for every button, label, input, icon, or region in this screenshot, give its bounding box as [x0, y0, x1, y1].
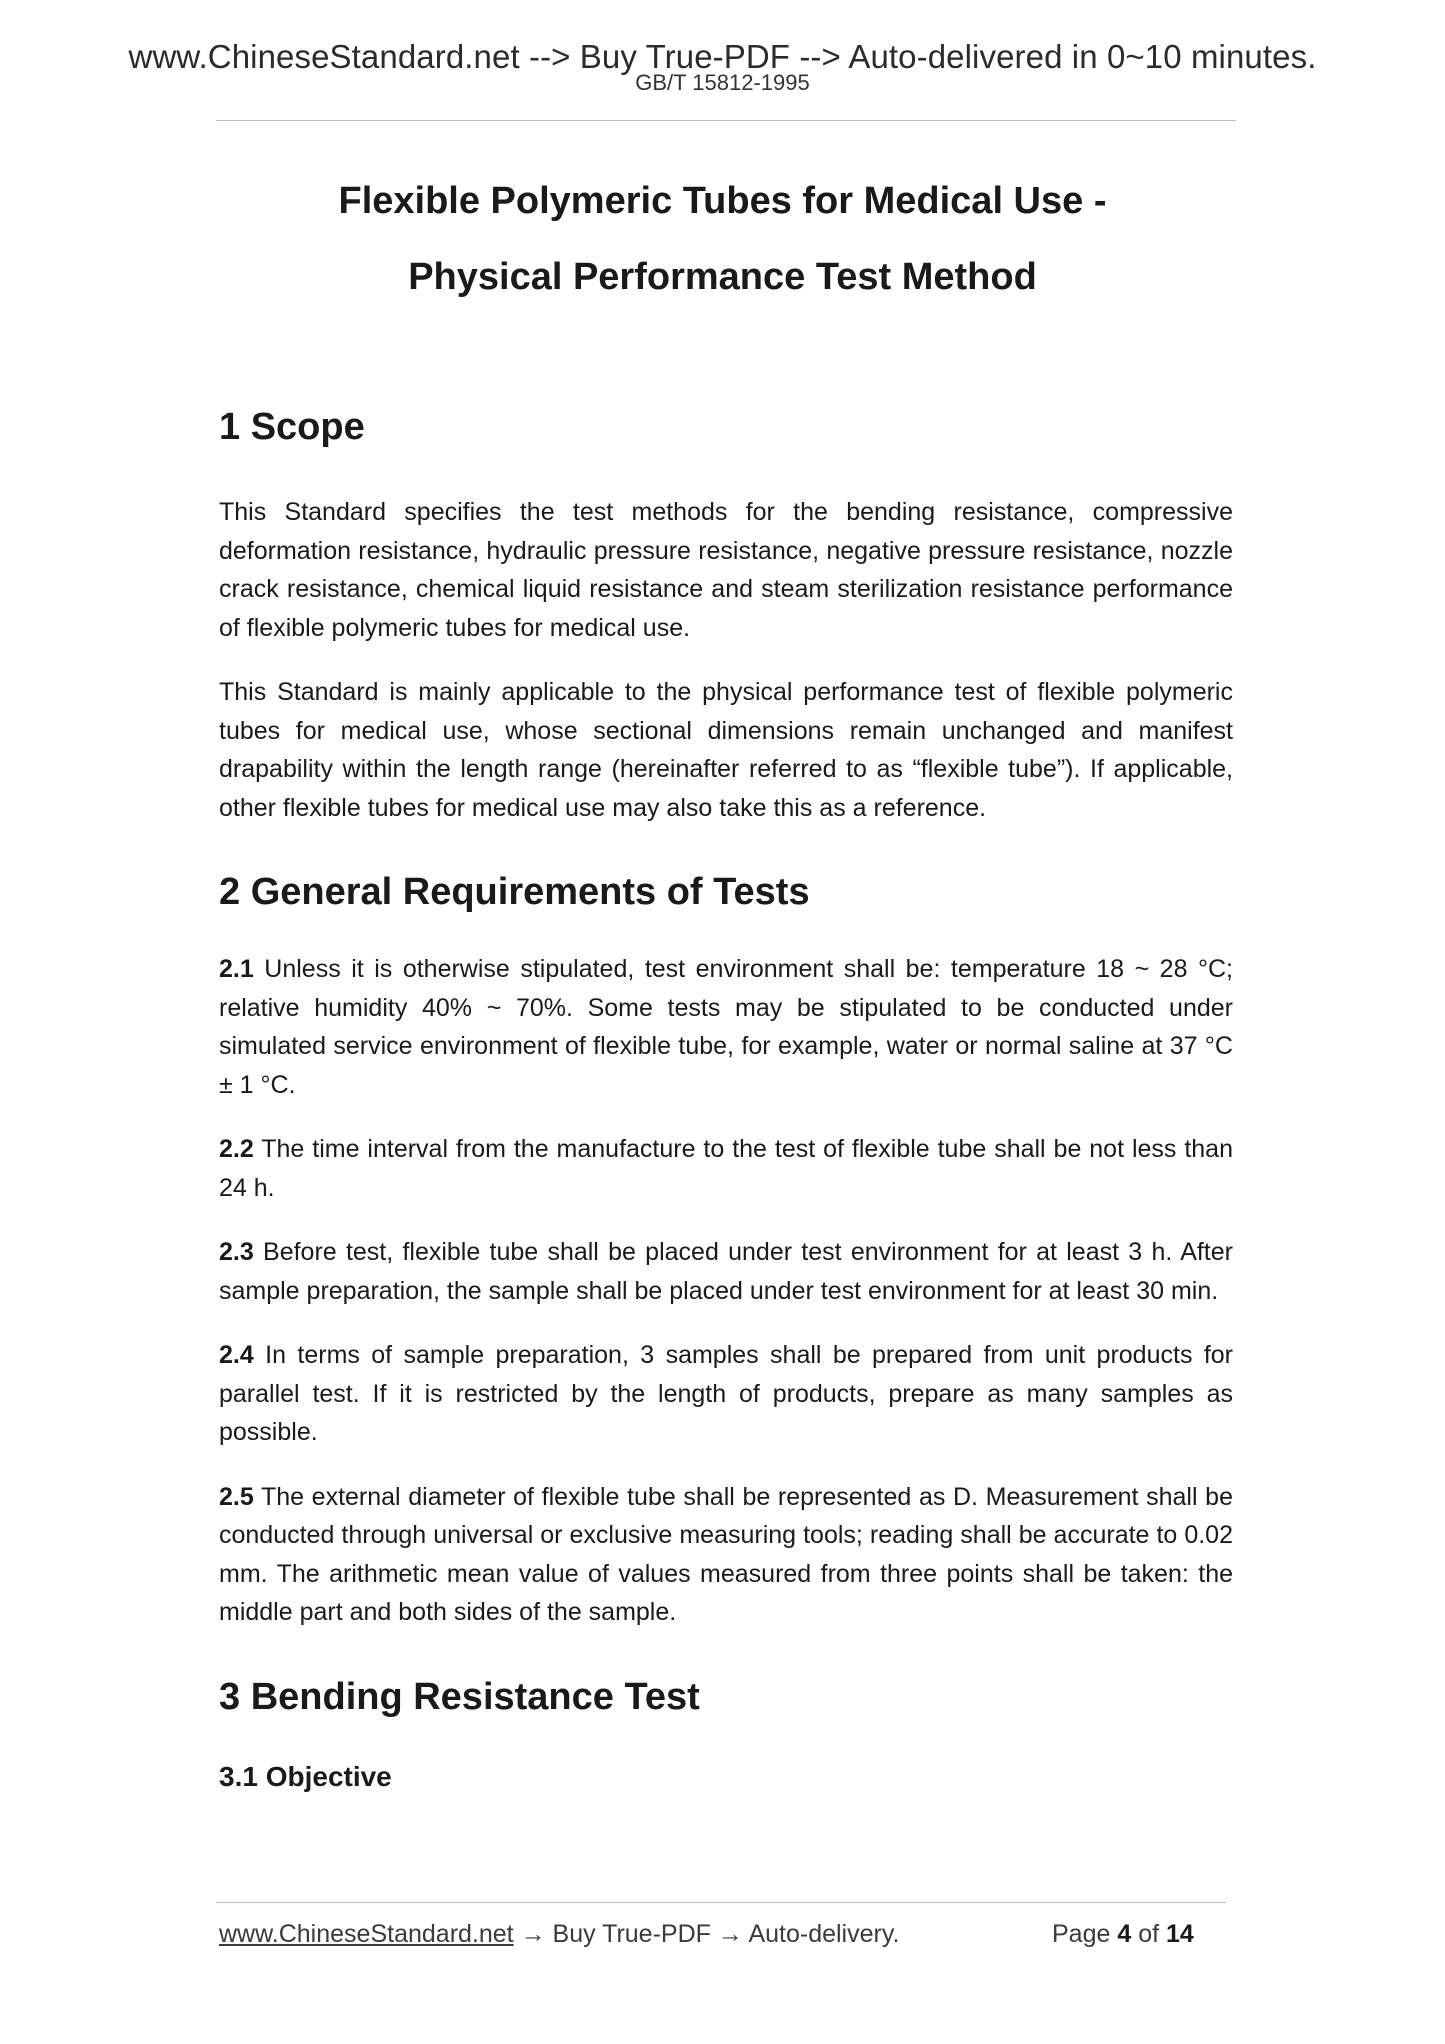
clause-number: 2.2 [219, 1135, 254, 1163]
clause-text: Before test, flexible tube shall be placed under test environment for at least 3 h. After sample preparation, the sample shall be placed under test environment for at least 30 min. [219, 1238, 1233, 1305]
of-label: of [1138, 1920, 1160, 1948]
page-label: Page [1052, 1920, 1111, 1948]
document-title-line-2: Physical Performance Test Method [408, 256, 1037, 298]
clause-2-3 [219, 1233, 1233, 1310]
clause-2-1 [219, 950, 1233, 1104]
scope-paragraph-1: This Standard specifies the test methods for the bending resistance, compressive deformation resistance, hydraulic pressure resistance, negative pressure resistance, nozzle crack resistance, chemical liquid resistance and steam sterilization resistance performance of flexible polymeric tubes for medical use. [219, 498, 1233, 642]
clause-number: 2.3 [219, 1238, 254, 1266]
page-current: 4 [1117, 1920, 1132, 1948]
footer-promo [219, 1920, 899, 1949]
clause-number: 2.4 [219, 1341, 254, 1369]
header-divider [216, 120, 1236, 121]
clause-number: 2.1 [219, 955, 254, 983]
footer-delivery-text: Auto-delivery. [748, 1920, 900, 1948]
document-body [219, 406, 1233, 1793]
clause-text: The external diameter of flexible tube shall be represented as D. Measurement shall be conducted through universal or exclusive measuring tools; reading shall be accurate to 0.02 mm. The arithmetic mean value of values measured from three points shall be taken: the middle part and both sides of the sample. [219, 1482, 1233, 1626]
clause-2-5 [219, 1478, 1233, 1632]
scope-paragraph-2: This Standard is mainly applicable to the physical performance test of flexible polymeric tubes for medical use, whose sectional dimensions remain unchanged and manifest drapability within the length range (hereinafter referred to as “flexible tube”). If applicable, other flexible tubes for medical use may also take this as a reference. [219, 678, 1233, 822]
document-number: GB/T 15812-1995 [635, 70, 810, 95]
header-banner: www.ChineseStandard.net --> Buy True-PDF --> Auto-delivered in 0~10 minutes. [128, 38, 1317, 75]
clause-text: Unless it is otherwise stipulated, test environment shall be: temperature 18 ~ 28 °C; relative humidity 40% ~ 70%. Some tests may be stipulated to be conducted under simulated service environment of flexible tube, for example, water or normal saline at 37 °C ± 1 °C. [219, 955, 1234, 1099]
document-title-line-1: Flexible Polymeric Tubes for Medical Use - [338, 180, 1107, 222]
section-heading-scope: 1 Scope [219, 406, 365, 448]
footer-divider [216, 1902, 1226, 1903]
section-heading-general-requirements: 2 General Requirements of Tests [219, 871, 810, 913]
page-indicator [1052, 1920, 1194, 1949]
footer-buy-text: Buy True-PDF [552, 1920, 711, 1948]
clause-number: 2.5 [219, 1482, 254, 1511]
page-total: 14 [1166, 1920, 1194, 1948]
subsection-heading-objective: 3.1 Objective [219, 1760, 392, 1792]
arrow-icon: → [520, 1920, 546, 1948]
footer-website-link[interactable]: www.ChineseStandard.net [219, 1920, 514, 1948]
clause-text: The time interval from the manufacture to the test of flexible tube shall be not less than 24 h. [219, 1135, 1233, 1202]
clause-2-4 [219, 1336, 1233, 1452]
section-heading-bending-resistance: 3 Bending Resistance Test [219, 1675, 700, 1718]
clause-text: In terms of sample preparation, 3 samples shall be prepared from unit products for parallel test. If it is restricted by the length of products, prepare as many samples as possible. [219, 1341, 1233, 1446]
arrow-icon: → [717, 1920, 743, 1948]
clause-2-2 [219, 1130, 1233, 1207]
